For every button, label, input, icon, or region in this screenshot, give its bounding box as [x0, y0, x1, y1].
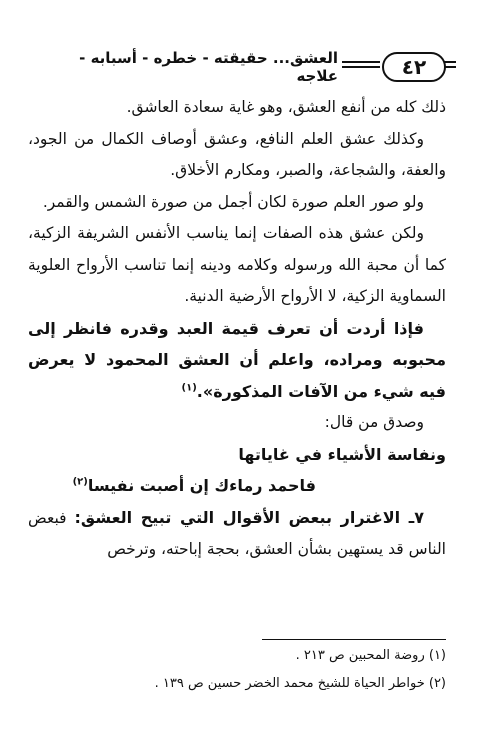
footnote-marker-2: (٢) — [72, 476, 88, 488]
poem-intro: وصدق من قال: — [324, 413, 424, 431]
footnote-marker-1: (١) — [181, 382, 197, 394]
poem-line-2-text: فاحمد رماءك إن أصبت نفيسا — [87, 476, 316, 495]
footnote-2: (٢) خواطر الحياة للشيخ محمد الخضر حسين ص ١٣٩ . — [154, 676, 446, 691]
running-title: العشق... حقيقته - خطره - أسبابه - علاجه — [79, 49, 338, 85]
footnotes — [28, 642, 446, 698]
poem-line-1: ونفاسة الأشياء في غاياتها — [238, 444, 446, 464]
paragraph-4: ولكن عشق هذه الصفات إنما يناسب الأنفس الشريفة الزكية، كما أن محبة الله ورسوله وكلامه ودينه إنما تناسب الأرواح العلوية السماوية الزكية، لا الأرواح الأرضية الدنية. — [28, 224, 446, 305]
section-heading: ٧ـ الاغترار ببعض الأقوال التي تبيح العشق: — [74, 507, 424, 527]
footnote-1: (١) روضة المحبين ص ٢١٣ . — [295, 648, 446, 663]
paragraph-3: ولو صور العلم صورة لكان أجمل من صورة الشمس والقمر. — [42, 192, 424, 211]
section-7 — [28, 502, 446, 566]
footnote-rule — [262, 639, 446, 640]
page-number: ٤٢ — [382, 52, 446, 82]
quote-text: فإذا أردت أن تعرف قيمة العبد وقدره فانظر إلى محبوبه ومراده، واعلم أن العشق المحمود لا يعرض فيه شيء من الآفات المذكورة — [28, 318, 446, 401]
paragraph-1: ذلك كله من أنفع العشق، وهو غاية سعادة العاشق. — [126, 98, 446, 116]
header-rule-left — [342, 61, 380, 73]
page-header — [38, 49, 452, 86]
poem-line-2 — [28, 470, 446, 502]
body-text — [28, 92, 446, 566]
quote-close: ». — [196, 381, 214, 401]
paragraph-2: وكذلك عشق العلم النافع، وعشق أوصاف الكمال من الجود، والعفة، والشجاعة، والصبر، ومكارم الأخلاق. — [28, 129, 446, 179]
quoted-paragraph — [28, 313, 446, 408]
section-text: فبعض الناس قد يستهين بشأن العشق، بحجة إباحته، وترخص — [28, 508, 446, 558]
